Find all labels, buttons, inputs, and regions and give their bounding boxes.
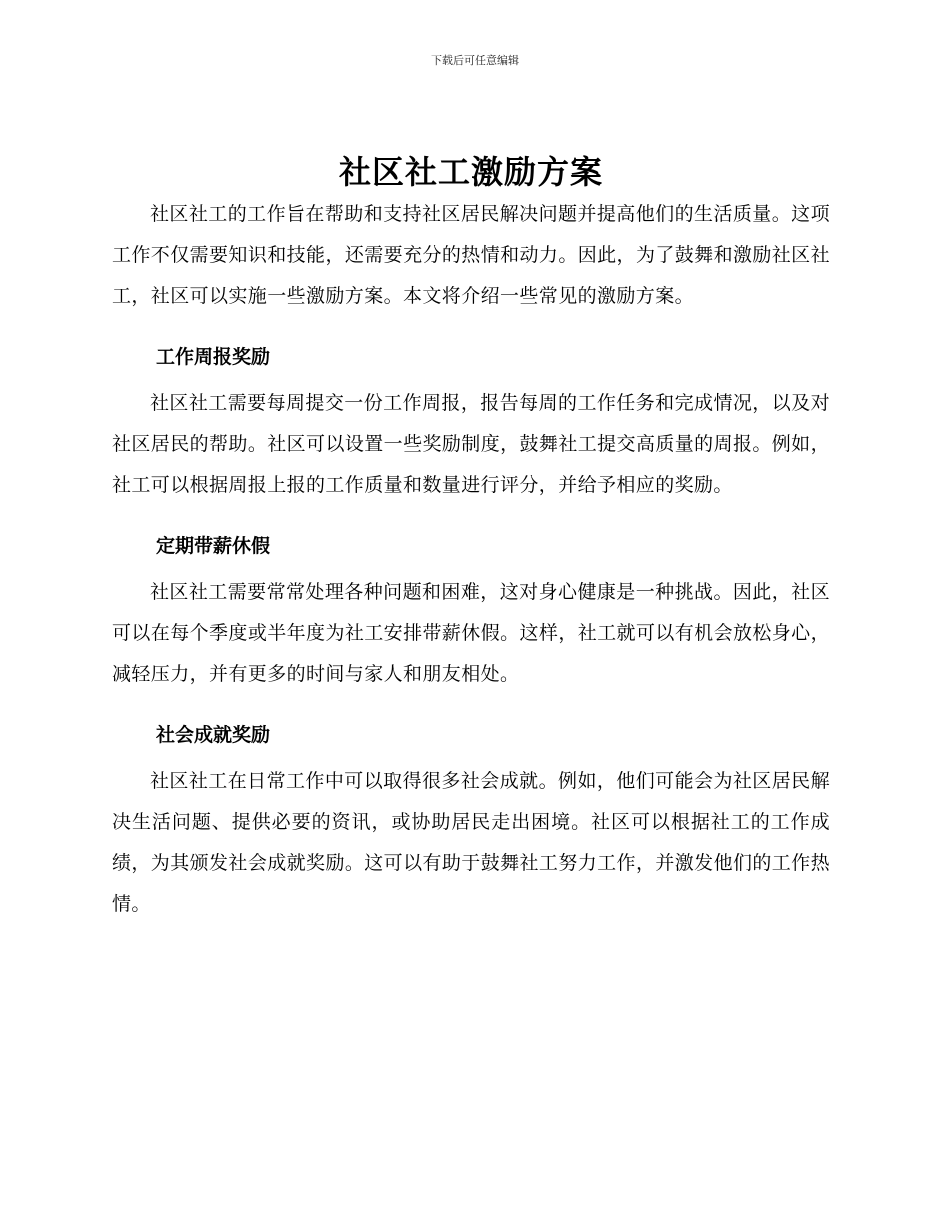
document-body [112,150,830,925]
section-heading-social-achievement: 社会成就奖励 [156,724,271,746]
section-heading-weekly-report: 工作周报奖励 [156,346,271,368]
intro-paragraph: 社区社工的工作旨在帮助和支持社区居民解决问题并提高他们的生活质量。这项工作不仅需要知识和技能，还需要充分的热情和动力。因此，为了鼓舞和激励社区社工，社区可以实施一些激励方案。本文将介绍一些常见的激励方案。 [112,203,830,307]
page-header: 下载后可任意编辑 [431,54,519,67]
section-heading-paid-leave: 定期带薪休假 [156,535,271,557]
section-body-weekly-report: 社区社工需要每周提交一份工作周报，报告每周的工作任务和完成情况，以及对社区居民的帮助。社区可以设置一些奖励制度，鼓舞社工提交高质量的周报。例如，社工可以根据周报上报的工作质量和数量进行评分，并给予相应的奖励。 [112,392,830,496]
document-title: 社区社工激励方案 [338,153,603,191]
section-body-social-achievement: 社区社工在日常工作中可以取得很多社会成就。例如，他们可能会为社区居民解决生活问题、提供必要的资讯，或协助居民走出困境。社区可以根据社工的工作成绩，为其颁发社会成就奖励。这可以有助于鼓舞社工努力工作，并激发他们的工作热情。 [112,770,830,915]
section-body-paid-leave: 社区社工需要常常处理各种问题和困难，这对身心健康是一种挑战。因此，社区可以在每个季度或半年度为社工安排带薪休假。这样，社工就可以有机会放松身心，减轻压力，并有更多的时间与家人和朋友相处。 [112,581,830,685]
